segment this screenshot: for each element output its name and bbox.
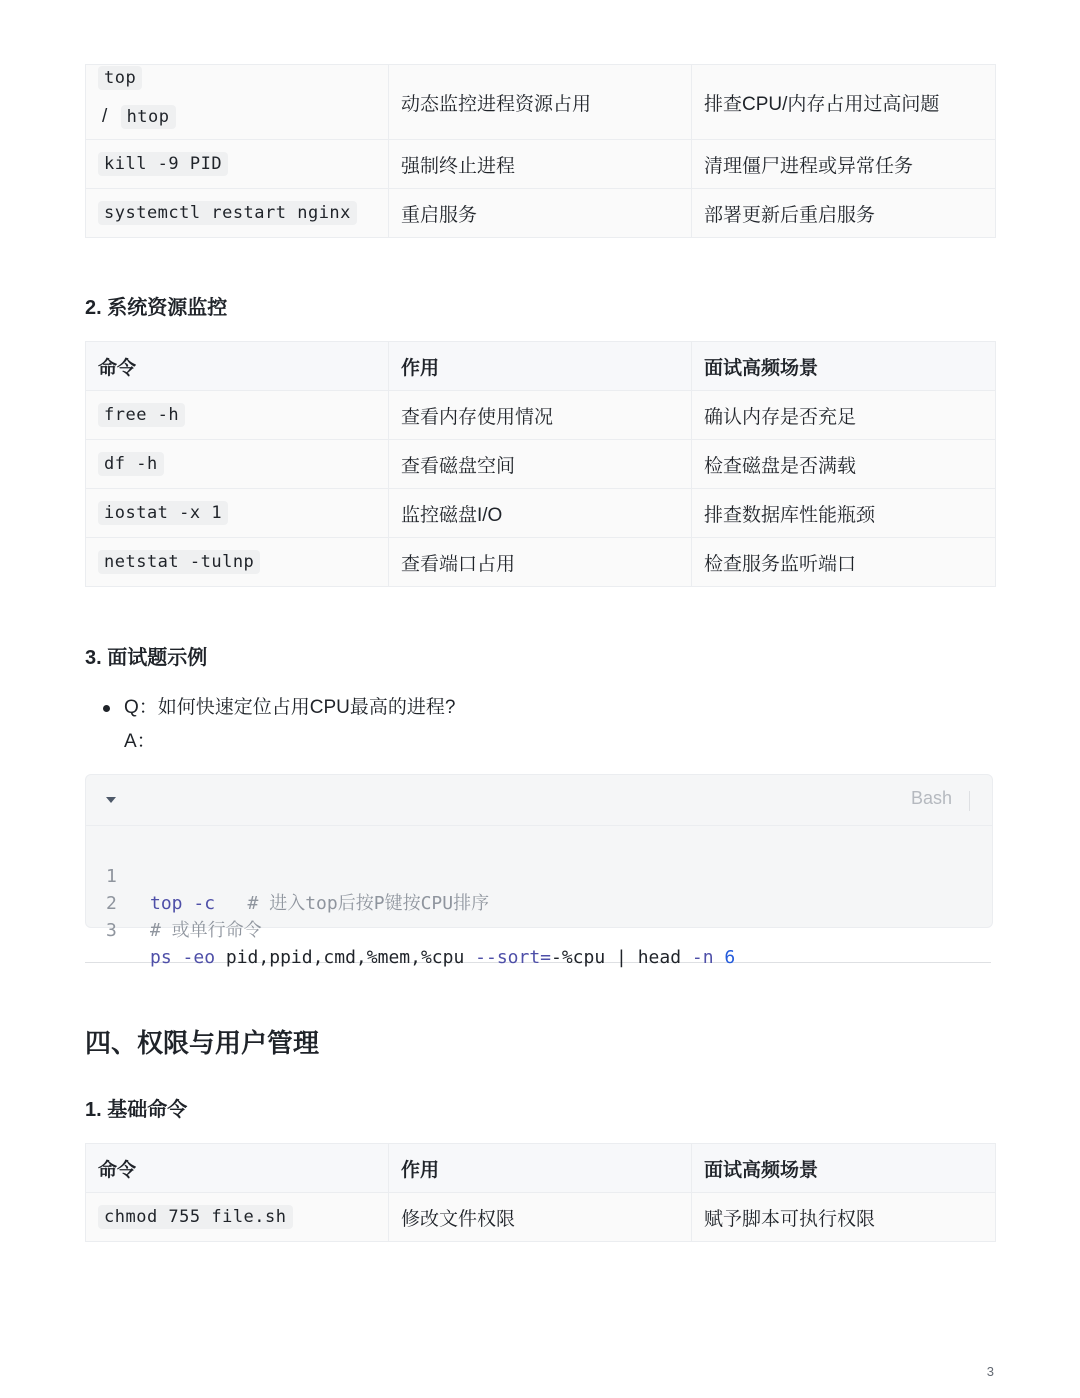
line-number: 3 [106,920,117,941]
command-cell [86,65,389,140]
process-commands-table [85,64,996,238]
column-header: 命令 [86,1144,389,1193]
code-token: ps [150,947,172,968]
scenario-cell: 检查磁盘是否满载 [692,440,996,489]
code-language-label[interactable]: Bash [910,788,952,808]
scenario-cell: 排查数据库性能瓶颈 [692,489,996,538]
table-row [86,65,996,140]
code-token: -c [182,893,216,914]
command-cell [86,538,389,587]
purpose-cell: 查看端口占用 [389,538,692,587]
code-token: pid,ppid,cmd,%mem,%cpu [215,947,476,968]
collapse-caret-icon[interactable] [106,797,116,803]
code-comment: # 或单行命令 [150,920,262,941]
table-row [86,189,996,238]
inline-code: kill -9 PID [98,152,228,176]
table-row [86,391,996,440]
code-comment: # 进入top后按P键按CPU排序 [215,893,490,914]
code-token: -n [691,947,714,968]
command-cell [86,391,389,440]
command-cell [86,189,389,238]
inline-code: netstat -tulnp [98,550,260,574]
header-divider [969,791,970,811]
resource-monitor-table [85,341,996,587]
inline-code: htop [121,105,176,129]
column-header: 面试高频场景 [692,1144,996,1193]
page-number: 3 [986,1364,994,1379]
column-header: 作用 [389,1144,692,1193]
code-line [86,836,992,914]
line-number: 1 [106,866,117,887]
inline-code: chmod 755 file.sh [98,1205,293,1229]
bullet-icon [103,705,110,712]
document-page [85,64,995,1242]
inline-code: systemctl restart nginx [98,201,357,225]
section-heading: 1. 基础命令 [85,1099,188,1121]
line-number: 2 [106,893,117,914]
scenario-cell: 检查服务监听端口 [692,538,996,587]
code-token: -%cpu | head [551,947,692,968]
code-block-header [86,775,992,826]
chapter-heading: 四、权限与用户管理 [85,1028,320,1058]
code-body [86,826,992,968]
code-block [85,774,993,968]
section-heading: 2. 系统资源监控 [85,297,228,319]
question-text: Q：如何快速定位占用CPU最高的进程? [124,697,456,718]
purpose-cell: 查看磁盘空间 [389,440,692,489]
code-token: 6 [713,947,736,968]
purpose-cell: 修改文件权限 [389,1193,692,1242]
table-row [86,489,996,538]
table-row [86,1193,996,1242]
qa-list-item [85,691,995,759]
table-row [86,140,996,189]
table-header-row [86,1144,996,1193]
scenario-cell: 部署更新后重启服务 [692,189,996,238]
purpose-cell: 强制终止进程 [389,140,692,189]
scenario-cell: 确认内存是否充足 [692,391,996,440]
answer-label: A： [124,731,156,752]
inline-code: free -h [98,403,185,427]
scenario-cell: 赋予脚本可执行权限 [692,1193,996,1242]
scenario-cell: 清理僵尸进程或异常任务 [692,140,996,189]
table-row [86,538,996,587]
inline-code: df -h [98,452,164,476]
table-header-row [86,342,996,391]
scenario-cell: 排查CPU/内存占用过高问题 [692,65,996,140]
table-row [86,440,996,489]
command-cell [86,489,389,538]
column-header: 作用 [389,342,692,391]
command-cell [86,440,389,489]
code-token: -eo [171,947,216,968]
purpose-cell: 查看内存使用情况 [389,391,692,440]
column-header: 命令 [86,342,389,391]
column-header: 面试高频场景 [692,342,996,391]
inline-code: iostat -x 1 [98,501,228,525]
permission-commands-table [85,1143,996,1242]
code-token: --sort= [475,947,551,968]
purpose-cell: 动态监控进程资源占用 [389,65,692,140]
purpose-cell: 监控磁盘I/O [389,489,692,538]
separator-text: / [102,106,108,127]
command-cell [86,1193,389,1242]
command-cell [86,140,389,189]
code-token: top [150,893,183,914]
purpose-cell: 重启服务 [389,189,692,238]
inline-code: top [98,66,142,90]
section-heading: 3. 面试题示例 [85,647,208,669]
